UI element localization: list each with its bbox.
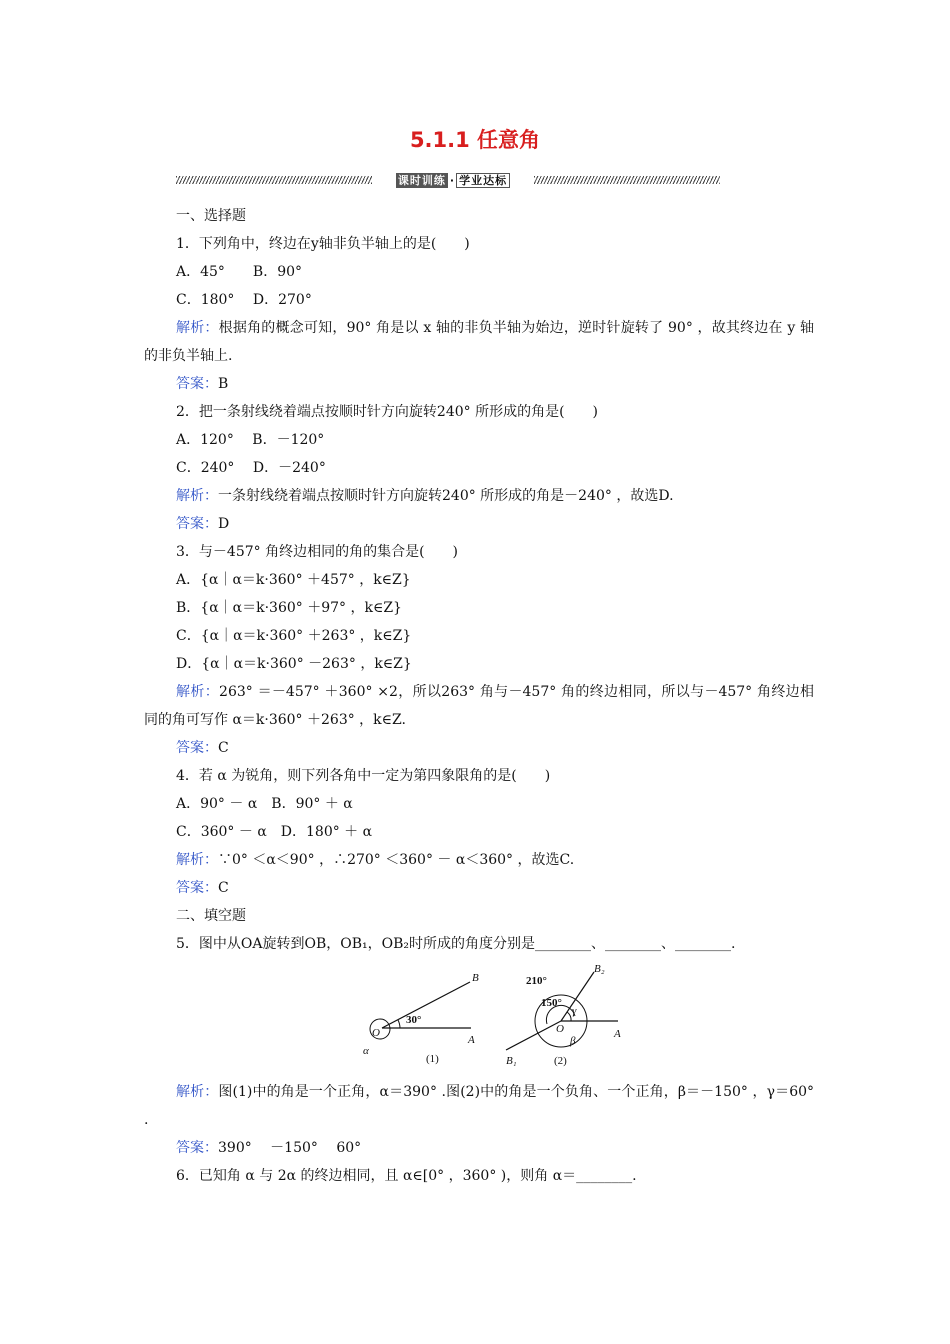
q2-analysis <box>144 482 814 510</box>
answer-text: B <box>218 376 229 392</box>
label-b1: B₁ <box>506 1055 517 1067</box>
q3-option-d: D．{α｜α＝k·360° －263° ，k∈Z} <box>176 656 412 672</box>
q1-answer <box>144 370 814 398</box>
angle-figure <box>144 958 814 1078</box>
label-gamma: γ <box>572 1005 577 1017</box>
q4-answer <box>144 874 814 902</box>
banner-right-label: 学业达标 <box>456 173 510 188</box>
q1-options-ab: A．45° B．90° <box>176 264 303 280</box>
label-150: 150° <box>541 997 562 1009</box>
answer-label: 答案： <box>176 516 218 532</box>
label-b: B <box>472 972 479 984</box>
angle-arc-30 <box>398 1020 400 1028</box>
analysis-text: 根据角的概念可知，90° 角是以 x 轴的非负半轴为始边，逆时针旋转了 90° ，故其终边在 y 轴的非负半轴上. <box>144 320 815 364</box>
question-3: 3．与－457° 角终边相同的角的集合是( ) <box>176 544 459 560</box>
label-30: 30° <box>406 1014 422 1026</box>
q2-answer <box>144 510 814 538</box>
q3-analysis <box>144 678 814 734</box>
question-4: 4．若 α 为锐角，则下列各角中一定为第四象限角的是( ) <box>176 768 551 784</box>
q3-option-a: A．{α｜α＝k·360° ＋457° ，k∈Z} <box>176 572 411 588</box>
section-heading: 一、选择题 <box>176 208 246 224</box>
answer-text: 390° －150° 60° <box>218 1140 362 1156</box>
angle-arc-gamma <box>567 1012 571 1021</box>
ray-ob <box>382 982 470 1028</box>
answer-text: C <box>218 740 229 756</box>
label-210: 210° <box>526 975 547 987</box>
label-o1: O <box>372 1027 380 1039</box>
label-o2: O <box>556 1023 564 1035</box>
section-banner <box>176 172 720 188</box>
answer-text: D <box>218 516 230 532</box>
q1-analysis <box>144 314 814 370</box>
q5-analysis <box>144 1078 814 1134</box>
analysis-label: 解析： <box>176 320 219 336</box>
label-b2: B₂ <box>594 964 605 975</box>
analysis-text: 263° ＝－457° ＋360° ×2，所以263° 角与－457° 角的终边相同，所以与－457° 角终边相同的角可写作 α＝k·360° ＋263° ，k∈Z. <box>144 684 815 728</box>
analysis-label: 解析： <box>176 1084 219 1100</box>
q5-answer <box>144 1134 814 1162</box>
worksheet-body <box>144 202 814 1190</box>
answer-label: 答案： <box>176 740 218 756</box>
q1-options-cd: C．180° D．270° <box>176 292 312 308</box>
banner-hatch-right <box>534 176 720 184</box>
answer-label: 答案： <box>176 880 218 896</box>
q4-analysis <box>144 846 814 874</box>
q3-option-b: B．{α｜α＝k·360° ＋97° ，k∈Z} <box>176 600 402 616</box>
question-2: 2．把一条射线绕着端点按顺时针方向旋转240° 所形成的角是( ) <box>176 404 599 420</box>
label-alpha: α <box>363 1045 369 1057</box>
banner-left-label: 课时训练 <box>397 173 446 187</box>
question-5: 5．图中从OA旋转到OB，OB₁，OB₂时所成的角度分别是________、________、________. <box>176 936 736 952</box>
analysis-text: 一条射线绕着端点按顺时针方向旋转240° 所形成的角是－240° ，故选D. <box>218 488 674 504</box>
analysis-text: ∵0° ＜α＜90° ，∴270° ＜360° － α＜360° ，故选C. <box>218 852 575 868</box>
q3-option-c: C．{α｜α＝k·360° ＋263° ，k∈Z} <box>176 628 412 644</box>
q3-answer <box>144 734 814 762</box>
analysis-text: 图(1)中的角是一个正角，α＝390° .图(2)中的角是一个负角、一个正角，β＝－150° ，γ＝60° . <box>144 1084 815 1128</box>
q2-options-cd: C．240° D．－240° <box>176 460 326 476</box>
label-a1: A <box>468 1034 475 1046</box>
caption-2: (2) <box>554 1055 567 1067</box>
answer-text: C <box>218 880 229 896</box>
angle-diagrams-svg <box>356 964 626 1076</box>
question-1: 1．下列角中，终边在y轴非负半轴上的是( ) <box>176 236 470 252</box>
answer-label: 答案： <box>176 1140 218 1156</box>
figure-2 <box>506 964 621 1067</box>
banner-dot: · <box>449 173 455 187</box>
question-6: 6．已知角 α 与 2α 的终边相同，且 α∈[0° ，360° )，则角 α＝________. <box>176 1168 637 1184</box>
label-a2: A <box>614 1028 621 1040</box>
answer-label: 答案： <box>176 376 218 392</box>
q4-options-cd: C．360° － α D．180° ＋ α <box>176 824 373 840</box>
ray-ob2 <box>561 972 594 1021</box>
banner-hatch-left <box>176 176 372 184</box>
banner-badge <box>372 172 534 188</box>
analysis-label: 解析： <box>176 488 218 504</box>
label-beta: β <box>570 1035 576 1047</box>
q4-options-ab: A．90° － α B．90° ＋ α <box>176 796 353 812</box>
caption-1: (1) <box>426 1053 439 1065</box>
q2-options-ab: A．120° B．－120° <box>176 432 325 448</box>
section-heading-2: 二、填空题 <box>176 908 246 924</box>
figure-1 <box>363 972 479 1065</box>
analysis-label: 解析： <box>176 684 220 700</box>
analysis-label: 解析： <box>176 852 218 868</box>
page-title: 5.1.1 任意角 <box>409 128 541 152</box>
